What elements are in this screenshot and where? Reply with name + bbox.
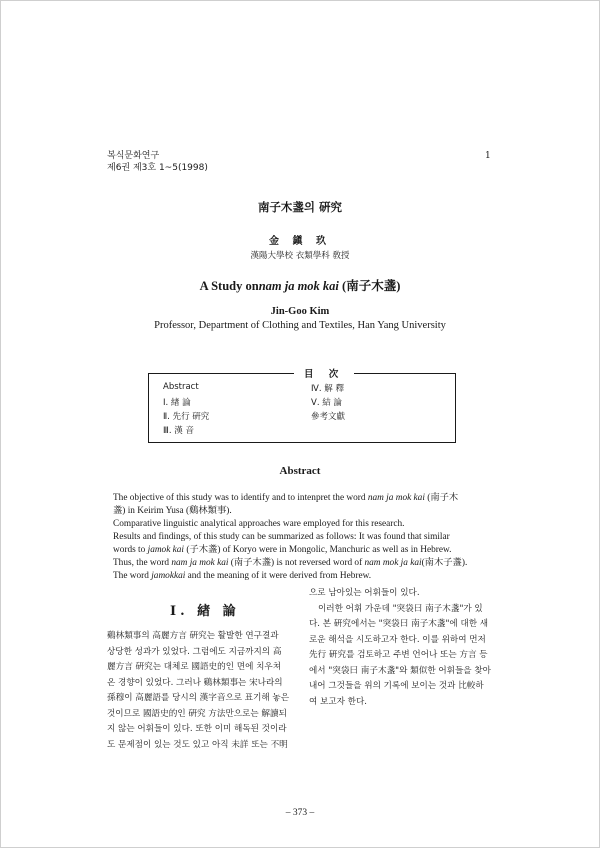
toc-item-chinese-sound: Ⅲ. 漢 音 — [163, 426, 194, 436]
body-line: 鷄林類事의 高麗方言 硏究는 활발한 연구결과 — [107, 631, 279, 641]
abstract-text: (子木盞) of Koryo were in Mongolic, Manchuric as well as in Hebrew. — [184, 545, 452, 555]
abstract-text: words to — [113, 545, 148, 555]
abstract-text: 盞) in Keirim Yusa (鷄林類事). — [113, 506, 232, 516]
abstract-text: (南子木盞) is not reversed word of — [228, 558, 365, 568]
body-line: 다. 본 硏究에서는 "突袋曰 南子木盞"에 대한 새 — [309, 619, 489, 629]
body-line: 온 경향이 있었다. 그러나 鷄林類事는 宋나라의 — [107, 677, 283, 688]
table-of-contents — [148, 369, 456, 443]
body-line: 것이므로 國語史的인 硏究 方法만으로는 解讀되 — [107, 708, 287, 719]
page-number: 1 — [485, 151, 491, 161]
body-line: 이러한 어휘 가운데 "突袋曰 南子木盞"가 있 — [318, 603, 483, 614]
toc-heading: 目 次 — [294, 366, 354, 380]
journal-name: 복식문화연구 — [107, 151, 160, 161]
english-title-italic: nam ja mok kai — [258, 279, 339, 293]
body-line: 상당한 성과가 있었다. 그럼에도 지금까지의 高 — [107, 646, 282, 657]
english-author: Jin-Goo Kim — [270, 306, 330, 317]
abstract-italic: jamokkai — [151, 571, 186, 581]
korean-title: 南子木盞의 硏究 — [257, 200, 343, 214]
korean-affiliation: 漢陽大學校 衣類學科 敎授 — [250, 251, 350, 261]
body-line: 先行 硏究를 검토하고 주변 언어나 또는 方言 등 — [309, 650, 488, 660]
english-title — [0, 276, 600, 294]
page-footer: – 373 – — [285, 808, 315, 818]
body-line: 에서 "突袋曰 南子木盞"와 類似한 어휘들을 찾아 — [309, 665, 491, 676]
korean-author: 金 鎭 玖 — [269, 236, 331, 247]
body-line: 로운 해석을 시도하고자 한다. 이를 위하여 먼저 — [309, 634, 486, 645]
english-title-suffix: (南子木盞) — [338, 279, 401, 293]
body-line: 여 보고자 한다. — [309, 696, 368, 707]
toc-item-abstract: Abstract — [163, 382, 199, 392]
abstract-paragraph-4 — [113, 544, 491, 557]
body-line: 내어 그것들을 위의 기록에 보이는 것과 比較하 — [309, 681, 484, 691]
toc-item-interpretation: Ⅳ. 解 釋 — [311, 384, 344, 394]
english-affiliation: Professor, Department of Clothing and Textiles, Han Yang University — [154, 320, 446, 331]
toc-item-conclusion: Ⅴ. 結 論 — [311, 398, 342, 408]
body-right-column — [309, 586, 497, 710]
abstract-text: (南子木 — [424, 493, 459, 503]
body-line: 지 않는 어휘들이 있다. 또한 이미 해독된 것이라 — [107, 724, 287, 734]
abstract-paragraph-6 — [113, 570, 491, 583]
abstract-text: Thus, the word — [113, 558, 172, 568]
abstract-paragraph-2: Comparative linguistic analytical approaches ware employed for this research. — [113, 519, 405, 529]
english-title-prefix: A Study on — [199, 279, 259, 293]
abstract-text: and the meaning of it were derived from Hebrew. — [185, 571, 372, 581]
body-line: 으로 남아있는 어휘들이 있다. — [309, 588, 420, 598]
toc-item-references: 參考文獻 — [311, 412, 346, 422]
abstract-text: (南木子盞). — [421, 558, 468, 568]
abstract-italic: jamok kai — [147, 545, 185, 555]
journal-volume: 제6권 제3호 1~5(1998) — [107, 163, 208, 173]
abstract-italic: nam ja mok kai — [171, 558, 229, 568]
abstract-paragraph-1 — [113, 492, 491, 518]
body-line: 도 문제점이 있는 것도 있고 아직 未詳 또는 不明 — [107, 739, 288, 750]
body-line: 麗方言 硏究는 대체로 國語史的인 면에 치우쳐 — [107, 662, 282, 672]
abstract-text: The objective of this study was to identify and to intenpret the word — [113, 493, 368, 503]
abstract-paragraph-5 — [113, 557, 491, 570]
toc-item-introduction: Ⅰ. 緖 論 — [163, 398, 191, 408]
toc-item-previous-research: Ⅱ. 先行 硏究 — [163, 412, 210, 422]
abstract-italic: nam mok ja kai — [364, 558, 422, 568]
abstract-italic: nam ja mok kai — [367, 493, 425, 503]
abstract-text: The word — [113, 571, 152, 581]
journal-header — [107, 150, 208, 174]
section-title-introduction: Ⅰ. 緖 論 — [170, 604, 240, 619]
body-left-column — [107, 629, 295, 753]
abstract-paragraph-3: Results and findings, of this study can be summarized as follows: It was found that similar — [113, 532, 450, 542]
body-line: 孫穆이 高麗語를 당시의 漢字音으로 표기해 놓은 — [107, 693, 290, 703]
abstract-heading: Abstract — [279, 465, 321, 477]
